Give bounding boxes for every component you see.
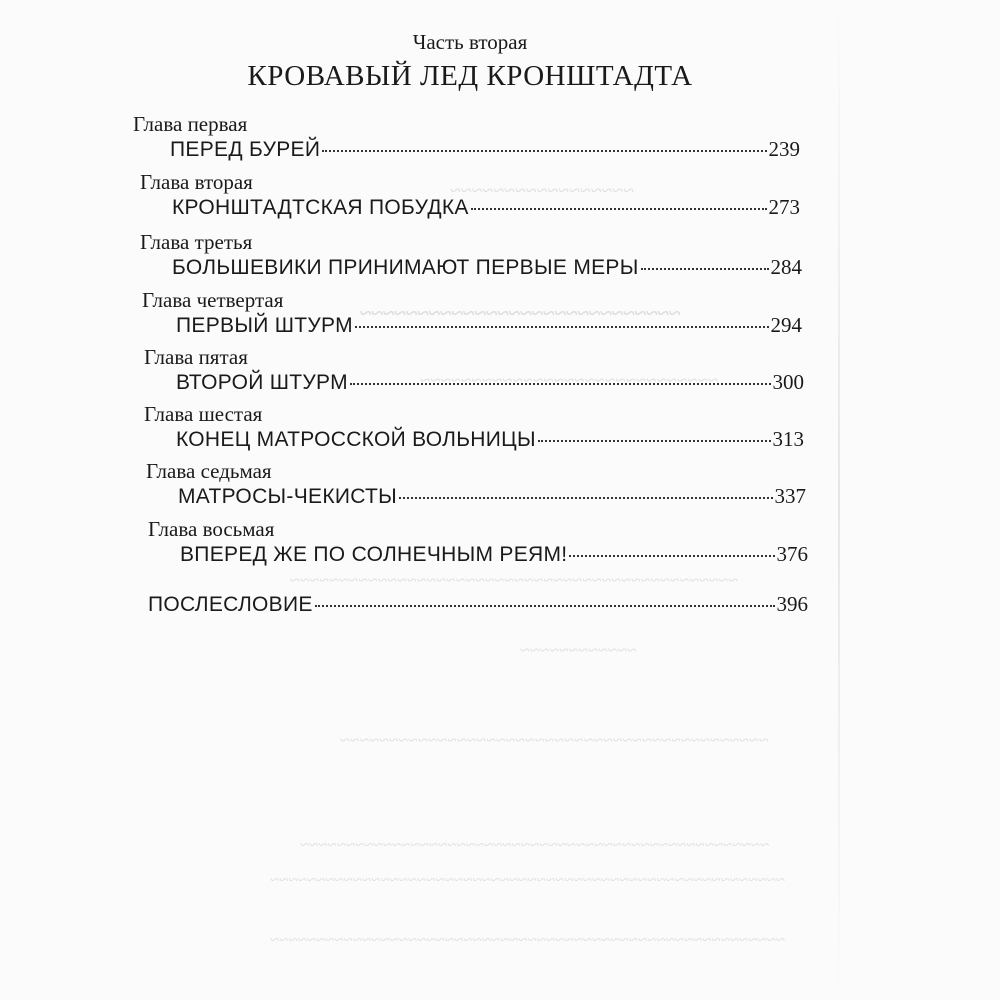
page-number: 313: [772, 427, 804, 451]
page-number: 300: [772, 370, 804, 394]
dot-leader: [322, 150, 766, 152]
dot-leader: [350, 383, 771, 385]
chapter-row: [176, 313, 802, 343]
dot-leader: [569, 555, 774, 557]
chapter-title: ПЕРЕД БУРЕЙ: [170, 138, 321, 161]
chapter-label: Глава третья: [140, 230, 253, 254]
dot-leader: [538, 440, 771, 442]
chapter-row: [178, 484, 806, 514]
bleed-through: ~~~~~~~~~~~~~~~~~: [450, 180, 634, 202]
chapter-row: [170, 137, 800, 167]
dot-leader: [641, 268, 769, 270]
chapter-label: Глава шестая: [144, 402, 263, 426]
page-number: 294: [770, 313, 802, 337]
toc-entry[interactable]: [0, 517, 1000, 577]
chapter-label: Глава седьмая: [146, 459, 272, 483]
chapter-title: ВТОРОЙ ШТУРМ: [176, 371, 348, 394]
chapter-row: [172, 195, 800, 225]
page-number: 376: [776, 542, 808, 566]
bleed-through: ~~~~~~~~~~~~~~~~~~~~~~~~~~~~~: [420, 370, 719, 391]
chapter-row: [176, 370, 804, 400]
chapter-title: КРОНШТАДТСКАЯ ПОБУДКА: [172, 196, 469, 219]
dot-leader: [355, 326, 769, 328]
dot-leader: [471, 208, 767, 210]
toc-entry[interactable]: [0, 345, 1000, 405]
bleed-through: ~~~~~~~~~~~~~~~~~~~~~~~~~~~~~~~~~~~~~~~~~~~~~~~~~~~~~~~~: [270, 930, 786, 949]
page-number: 284: [770, 255, 802, 279]
toc-entry[interactable]: [0, 112, 1000, 172]
bleed-through: ~~~~~~~~~~~~~~~~~~~~~~~~~~~~~~~~~~~~~~~~~~~~: [340, 730, 769, 750]
chapter-label: Глава первая: [133, 112, 248, 136]
chapter-title: КОНЕЦ МАТРОССКОЙ ВОЛЬНИЦЫ: [176, 428, 536, 451]
part-label: Часть вторая: [412, 30, 528, 54]
bleed-through: ~~~~~~~~~~~~~~~~~~~~~~~~~~~~~~~~~~~~~~~~~~~~~~~~~~~~~~~~: [270, 870, 786, 889]
chapter-label: Глава вторая: [140, 170, 253, 194]
toc-entry[interactable]: [0, 459, 1000, 519]
chapter-row: [176, 427, 804, 457]
chapter-title: МАТРОСЫ-ЧЕКИСТЫ: [178, 485, 398, 508]
chapter-label: Глава пятая: [144, 345, 248, 369]
bleed-through: ~~~~~~~~~~~~~~~~~~~~~~~~~~~~~~~~~~~~~~~~~~~~~~: [290, 570, 738, 590]
page-number: 239: [768, 137, 800, 161]
chapter-title: ПЕРВЫЙ ШТУРМ: [176, 314, 353, 337]
page-number: 396: [776, 592, 808, 616]
dot-leader: [399, 497, 772, 499]
afterword-title: ПОСЛЕСЛОВИЕ: [148, 593, 313, 616]
toc-entry-afterword[interactable]: [148, 592, 808, 622]
chapter-row: [180, 542, 808, 572]
chapter-row: [172, 255, 802, 285]
chapter-label: Глава восьмая: [148, 517, 275, 541]
dot-leader: [315, 605, 775, 607]
page-number: 273: [768, 195, 800, 219]
toc-entry[interactable]: [0, 402, 1000, 462]
toc-entry[interactable]: [0, 288, 1000, 348]
bleed-through: ~~~~~~~~~~~~: [520, 640, 637, 660]
chapter-title: БОЛЬШЕВИКИ ПРИНИМАЮТ ПЕРВЫЕ МЕРЫ: [172, 256, 639, 279]
toc-entry[interactable]: [0, 170, 1000, 230]
page-number: 337: [774, 484, 806, 508]
toc-entry[interactable]: [0, 230, 1000, 290]
part-title: КРОВАВЫЙ ЛЕД КРОНШТАДТА: [247, 60, 693, 92]
chapter-title: ВПЕРЕД ЖЕ ПО СОЛНЕЧНЫМ РЕЯМ!: [180, 543, 568, 566]
bleed-through: ~~~~~~~~~~~~~~~~~~~~~~~~~~~~: [360, 300, 681, 325]
bleed-through: ~~~~~~~~~~~~~~~~~~~~~~~~~~~~~~~~~~~~~~~~~~~~~~~~~~~: [300, 835, 770, 854]
chapter-label: Глава четвертая: [142, 288, 284, 312]
